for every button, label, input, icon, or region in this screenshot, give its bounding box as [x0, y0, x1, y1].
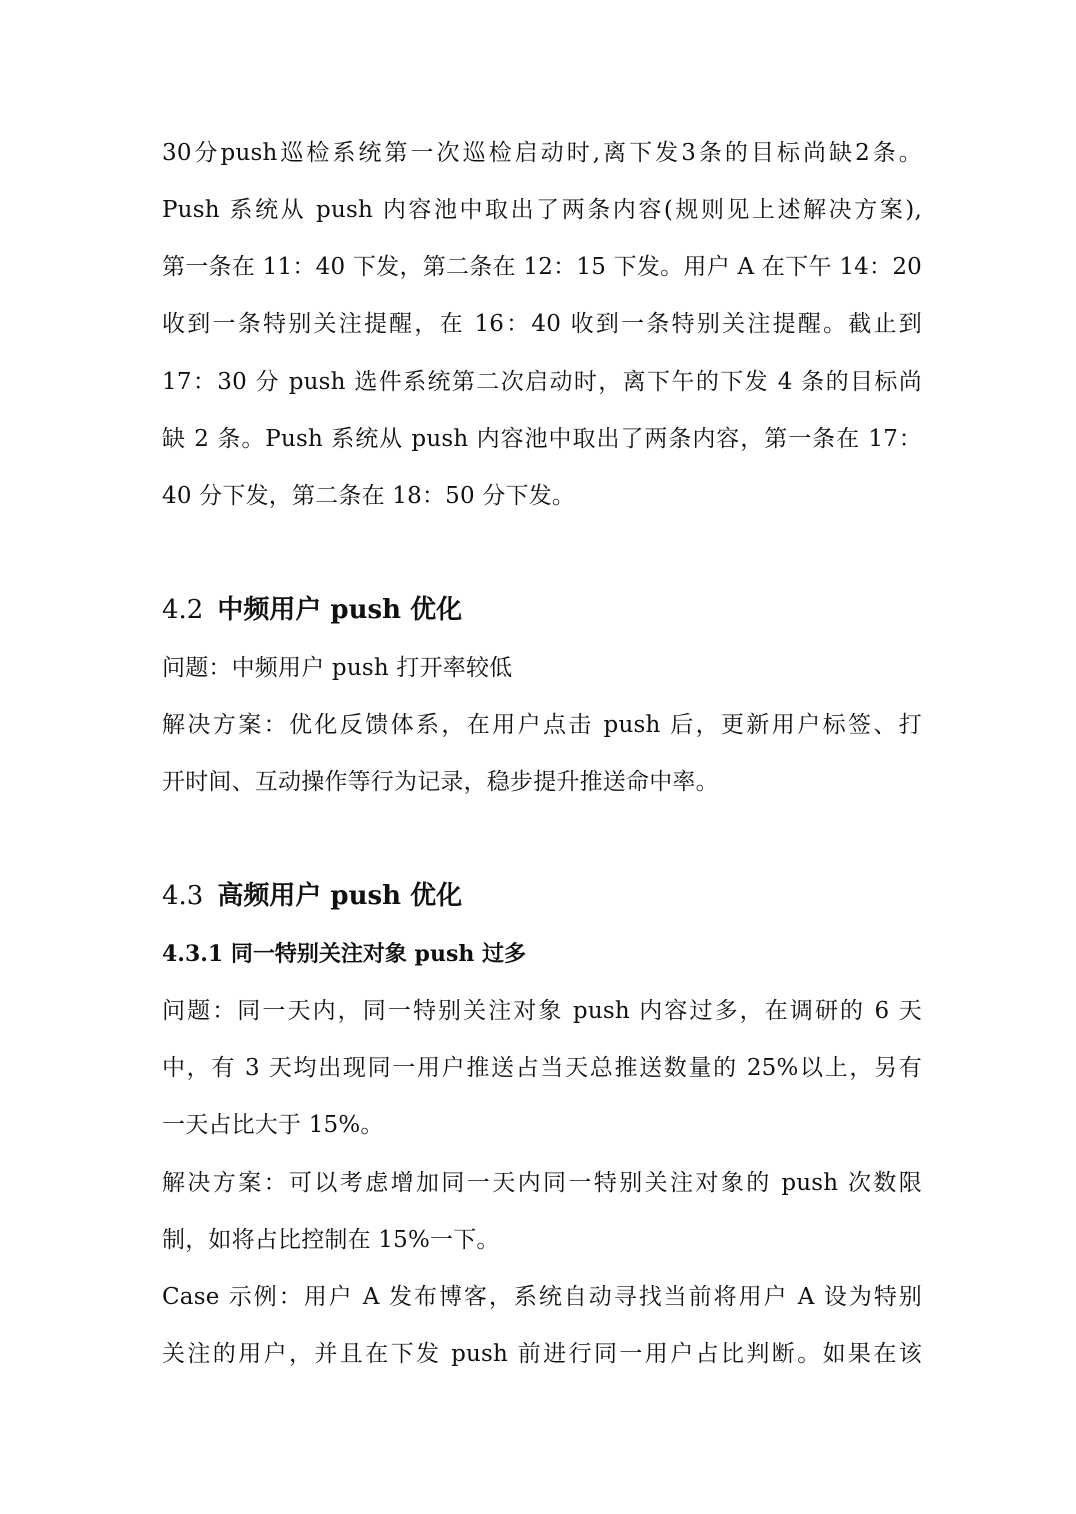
section-number: 4.2	[162, 595, 204, 625]
subsection-heading-4-3-1: 4.3.1 同一特别关注对象 push 过多	[162, 941, 526, 967]
section-heading-4-2	[162, 593, 462, 627]
paragraph-line: 解决方案：可以考虑增加同一天内同一特别关注对象的 push 次数限	[162, 1170, 922, 1196]
paragraph-line: 制，如将占比控制在 15%一下。	[162, 1227, 500, 1253]
paragraph-line: 中，有 3 天均出现同一用户推送占当天总推送数量的 25%以上，另有	[162, 1055, 922, 1081]
paragraph-line: 一天占比大于 15%。	[162, 1112, 384, 1138]
section-heading-4-3	[162, 879, 462, 913]
paragraph-line: 问题：中频用户 push 打开率较低	[162, 655, 513, 681]
section-title: 中频用户 push 优化	[217, 595, 463, 625]
paragraph-line: 40 分下发，第二条在 18：50 分下发。	[162, 483, 576, 509]
paragraph-line: Case 示例：用户 A 发布博客，系统自动寻找当前将用户 A 设为特别	[162, 1284, 922, 1310]
paragraph-line: 关注的用户，并且在下发 push 前进行同一用户占比判断。如果在该	[162, 1341, 922, 1367]
paragraph-line: 17：30 分 push 选件系统第二次启动时，离下午的下发 4 条的目标尚	[162, 369, 922, 395]
paragraph-line: 收到一条特别关注提醒，在 16：40 收到一条特别关注提醒。截止到	[162, 311, 922, 337]
paragraph-line: 缺 2 条。Push 系统从 push 内容池中取出了两条内容，第一条在 17：	[162, 426, 922, 452]
section-number: 4.3	[162, 881, 204, 911]
paragraph-line: 30分push巡检系统第一次巡检启动时,离下发3条的目标尚缺2条。	[162, 140, 922, 166]
paragraph-line: Push 系统从 push 内容池中取出了两条内容(规则见上述解决方案),	[162, 197, 922, 223]
section-title: 高频用户 push 优化	[217, 881, 463, 911]
paragraph-line: 开时间、互动操作等行为记录，稳步提升推送命中率。	[162, 769, 719, 795]
paragraph-line: 解决方案：优化反馈体系，在用户点击 push 后，更新用户标签、打	[162, 712, 922, 738]
paragraph-line: 第一条在 11：40 下发，第二条在 12：15 下发。用户 A 在下午 14：20	[162, 254, 922, 280]
paragraph-line: 问题：同一天内，同一特别关注对象 push 内容过多，在调研的 6 天	[162, 998, 922, 1024]
